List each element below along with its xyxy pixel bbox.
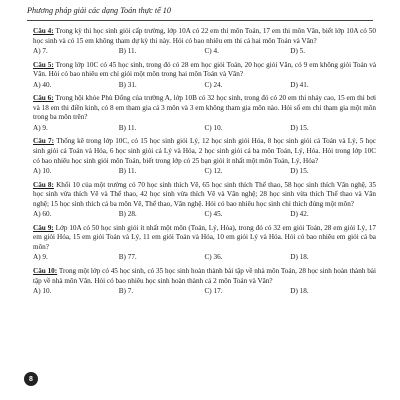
option-a: A) 7. xyxy=(33,47,48,56)
question-8 xyxy=(33,181,376,220)
option-a: A) 9. xyxy=(33,253,48,262)
answer-options xyxy=(33,167,376,177)
page-number-badge: 8 xyxy=(24,372,38,386)
option-c: C) 45. xyxy=(204,210,223,219)
option-c: C) 24. xyxy=(204,80,223,89)
question-4 xyxy=(33,27,376,57)
question-text: Câu 10: Trong một lớp có 45 học sinh, có 35 học sinh hoàn thành bài tập về nhà môn Toán, 28 học sinh hoàn thành bài tập về nhà môn Văn. Hỏi có bao nhiêu học sinh hoàn thành cả 2 môn Toán và Văn? xyxy=(33,267,376,285)
option-a: A) 60. xyxy=(33,210,52,219)
option-c: C) 12. xyxy=(204,167,223,176)
option-d: D) 18. xyxy=(290,287,309,296)
option-b: B) 7. xyxy=(118,287,134,296)
question-text: Câu 7: Thống kê trong lớp 10C, có 15 học sinh giỏi Lý, 12 học sinh giỏi Hóa, 8 học sinh giỏi cả Toán và Lý, 5 học sinh giỏi cả Toán và Hóa, 6 học sinh giỏi cả Lý và Hóa, 2 học sinh giỏi cả ba môn Toán, Lý, Hóa. Hỏi trong lớp 10C có bao nhiêu học sinh giỏi môn Toán, biết trong lớp có 25 bạn giỏi ít nhất một môn Toán, Lý, Hóa? xyxy=(33,137,376,165)
question-number: Câu 5: xyxy=(33,60,54,69)
question-text: Câu 8: Khối 10 của một trường có 70 học sinh thích Vẽ, 65 học sinh thích Thể thao, 58 học sinh thích Văn nghệ, 35 học sinh vừa thích Vẽ và Thể thao, 42 học sinh vừa thích Vẽ và Văn nghệ; 28 học sinh vừa thích Thể thao và Văn nghệ; 15 học sinh thích cả ba môn Vẽ, Thể thao, Văn nghệ. Hỏi có bao nhiêu học sinh chỉ thích đúng một môn? xyxy=(33,180,376,208)
option-c: C) 4. xyxy=(204,47,219,56)
option-d: D) 42. xyxy=(290,210,309,219)
question-9 xyxy=(33,224,376,263)
question-text: Câu 4: Trong kỳ thi học sinh giỏi cấp trường, lớp 10A có 22 em thi môn Toán, 17 em thi môn Văn, biết lớp 10A có 50 học sinh và có 15 em không tham dự kỳ thi này. Hỏi có bao nhiêu em thi cả hai môn Toán và Văn? xyxy=(33,27,376,45)
question-number: Câu 8: xyxy=(33,180,54,189)
option-b: B) 31. xyxy=(118,80,137,89)
answer-options xyxy=(33,81,376,91)
answer-options xyxy=(33,124,376,134)
question-text: Câu 5: Trong lớp 10C có 45 học sinh, trong đó có 28 em học giỏi Toán, 20 học giỏi Văn, có 9 em không giỏi Toán và Văn. Hỏi có bao nhiêu em chỉ giỏi một môn trong hai môn Toán và Văn? xyxy=(33,60,377,79)
question-text: Câu 9: Lớp 10A có 50 học sinh giỏi ít nhất một môn (Toán, Lý, Hóa), trong đó có 32 em giỏi Toán, 28 em giỏi Lý, 17 em giỏi Hóa, 15 em giỏi Toán và Lý, 11 em giỏi Toán và Hóa, 10 em giỏi Lý và Hóa. Hỏi có bao nhiêu em giỏi cả ba môn? xyxy=(33,223,376,251)
option-b: B) 11. xyxy=(118,123,137,132)
question-10 xyxy=(33,267,376,297)
question-number: Câu 10: xyxy=(33,267,58,276)
option-a: A) 9. xyxy=(33,123,48,132)
option-a: A) 10. xyxy=(33,287,52,296)
option-c: C) 10. xyxy=(204,123,223,132)
answer-options xyxy=(33,210,376,220)
option-b: B) 11. xyxy=(118,47,137,56)
question-number: Câu 4: xyxy=(33,27,54,35)
option-d: D) 18. xyxy=(290,253,309,262)
option-a: A) 40. xyxy=(33,80,52,89)
question-text: Câu 6: Trong hội khỏe Phù Đổng của trường A, lớp 10B có 32 học sinh, trong đó có 20 em thi nhảy cao, 15 em thi bơi và 18 em thi điền kinh, có 8 em tham gia cả 3 môn và 3 em không tham gia môn nào. Hỏi số em chỉ tham gia một môn trong ba môn trên? xyxy=(33,94,376,122)
answer-options xyxy=(33,47,376,57)
option-d: D) 15. xyxy=(290,123,309,132)
option-d: D) 15. xyxy=(290,167,309,176)
question-number: Câu 6: xyxy=(33,94,54,103)
answer-options xyxy=(33,253,376,263)
question-list xyxy=(33,27,376,301)
option-a: A) 10. xyxy=(33,167,52,176)
option-d: D) 5. xyxy=(290,47,306,56)
question-number: Câu 9: xyxy=(33,223,54,232)
option-b: B) 11. xyxy=(118,167,137,176)
question-6 xyxy=(33,94,376,133)
option-c: C) 17. xyxy=(204,287,223,296)
question-number: Câu 7: xyxy=(33,137,55,146)
question-5 xyxy=(33,61,376,91)
option-c: C) 36. xyxy=(204,253,223,262)
answer-options xyxy=(33,287,376,297)
option-b: B) 77. xyxy=(118,253,137,262)
question-7 xyxy=(33,137,376,176)
option-d: D) 41. xyxy=(290,80,309,89)
option-b: B) 28. xyxy=(118,210,137,219)
header-title: Phương pháp giải các dạng Toán thực tế 10 xyxy=(27,6,171,15)
page-header xyxy=(27,4,373,21)
